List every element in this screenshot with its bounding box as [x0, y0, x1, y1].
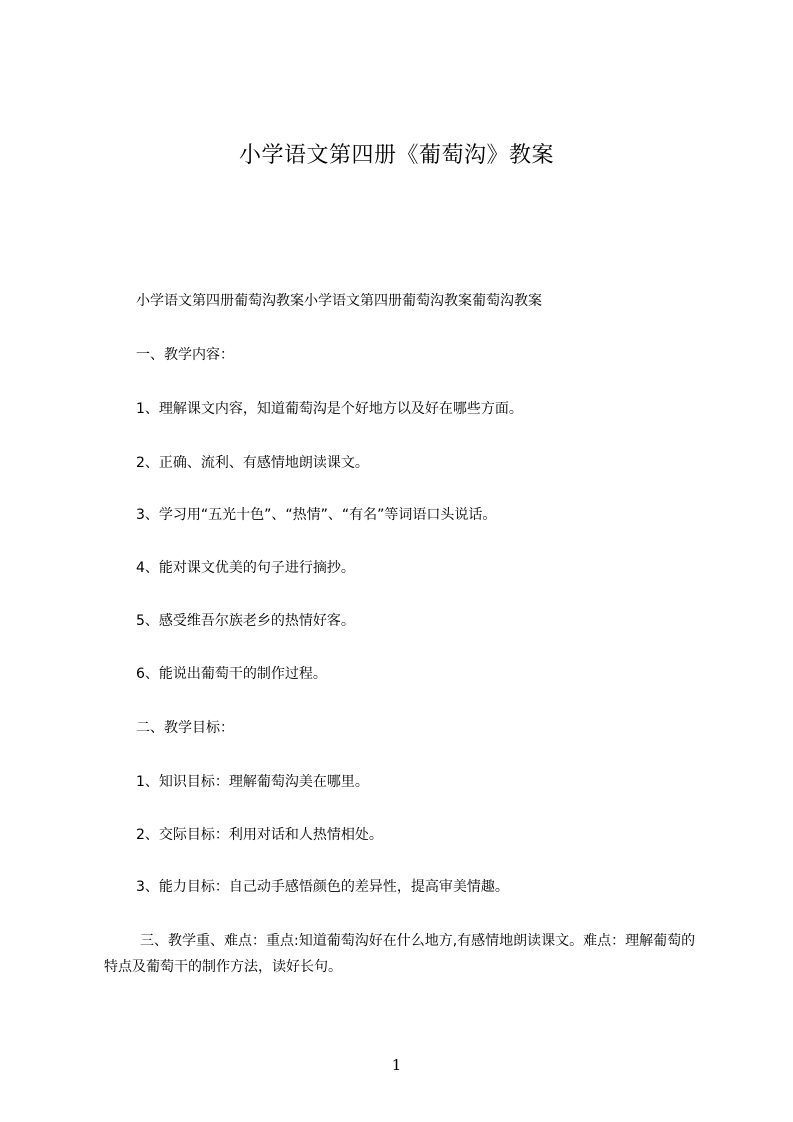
list-item-content-3: 3、学习用“五光十色”、“热情”、“有名”等词语口头说话。 — [136, 507, 497, 523]
page-number: 1 — [391, 1056, 402, 1074]
paragraph-key-points: 三、教学重、难点：重点:知道葡萄沟好在什么地方,有感情地朗读课文。难点：理解葡萄的特点及葡萄干的制作方法，读好长句。 — [104, 933, 696, 975]
list-item-content-6: 6、能说出葡萄干的制作过程。 — [136, 666, 327, 682]
list-item-goal-2: 2、交际目标：利用对话和人热情相处。 — [136, 827, 383, 843]
heading-teaching-content: 一、教学内容： — [136, 347, 234, 363]
list-item-goal-1: 1、知识目标：理解葡萄沟美在哪里。 — [136, 774, 369, 790]
heading-teaching-goals: 二、教学目标： — [136, 720, 234, 736]
list-item-content-2: 2、正确、流利、有感情地朗读课文。 — [136, 455, 369, 471]
list-item-content-5: 5、感受维吾尔族老乡的热情好客。 — [136, 613, 355, 629]
list-item-content-4: 4、能对课文优美的句子进行摘抄。 — [136, 560, 355, 576]
list-item-goal-3: 3、能力目标：自己动手感悟颜色的差异性，提高审美情趣。 — [136, 879, 509, 895]
list-item-content-1: 1、理解课文内容，知道葡萄沟是个好地方以及好在哪些方面。 — [136, 401, 523, 417]
paragraph-intro: 小学语文第四册葡萄沟教案小学语文第四册葡萄沟教案葡萄沟教案 — [136, 293, 542, 309]
document-title: 小学语文第四册《葡萄沟》教案 — [238, 143, 554, 168]
